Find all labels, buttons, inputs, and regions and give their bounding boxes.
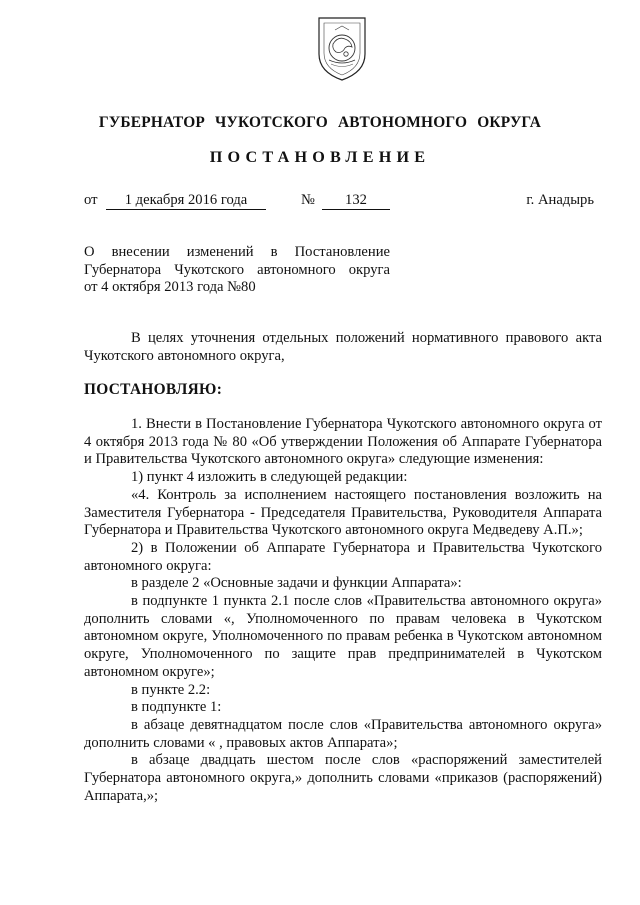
paragraph: 1. Внести в Постановление Губернатора Чукотского автономного округа от 4 октября 2013 года № 80 «Об утверждении Положения об Аппарате Губернатора и Правительства Чукотского автономного округа» следующие изменения: <box>84 416 602 468</box>
number-sign: № <box>301 192 315 208</box>
document-number: 132 <box>322 192 390 210</box>
paragraph: в разделе 2 «Основные задачи и функции Аппарата»: <box>131 575 462 592</box>
subject-line: О внесении изменений в Постановление <box>84 244 390 260</box>
document-type: ПОСТАНОВЛЕНИЕ <box>209 148 431 166</box>
document-subject <box>84 244 390 297</box>
paragraph: в подпункте 1: <box>131 699 222 716</box>
document-body <box>84 416 602 805</box>
paragraph: 2) в Положении об Аппарате Губернатора и Правительства Чукотского автономного округа: <box>84 539 602 574</box>
subject-line: Губернатора Чукотского автономного округа <box>84 261 390 278</box>
decree-heading: ПОСТАНОВЛЯЮ: <box>84 381 223 398</box>
date-prefix: от <box>84 192 98 208</box>
paragraph: в подпункте 1 пункта 2.1 после слов «Правительства автономного округа» дополнить словами «, Уполномоченного по правам человека в Чукотском автономном округе, Уполномоченного по правам ребенка в Чукотском автономном округе, Уполномоченного по защите прав предпринимателей в Чукотском автономном округе»; <box>84 593 602 680</box>
paragraph: «4. Контроль за исполнением настоящего постановления возложить на Заместителя Губернатора - Председателя Правительства, Руководителя Аппарата Губернатора и Правительства Чукотского автономного округа Медведеву А.П.»; <box>84 486 602 539</box>
preamble <box>84 330 602 365</box>
paragraph: в пункте 2.2: <box>131 681 211 698</box>
paragraph: в абзаце девятнадцатом после слов «Правительства автономного округа» дополнить словами « , правовых актов Аппарата»; <box>84 716 602 751</box>
document-meta <box>84 192 594 212</box>
paragraph: в абзаце двадцать шестом после слов «распоряжений заместителей Губернатора автономного округа,» дополнить словами «приказов (распоряжений) Аппарата,»; <box>84 752 602 804</box>
coat-of-arms-icon <box>315 14 369 82</box>
document-date: 1 декабря 2016 года <box>106 192 266 210</box>
paragraph: 1) пункт 4 изложить в следующей редакции: <box>131 469 408 486</box>
document-city: г. Анадырь <box>526 192 594 208</box>
preamble-text: В целях уточнения отдельных положений нормативного правового акта Чукотского автономного округа, <box>84 330 602 364</box>
subject-line: от 4 октября 2013 года №80 <box>84 279 256 296</box>
org-title: ГУБЕРНАТОР ЧУКОТСКОГО АВТОНОМНОГО ОКРУГА <box>98 114 542 131</box>
